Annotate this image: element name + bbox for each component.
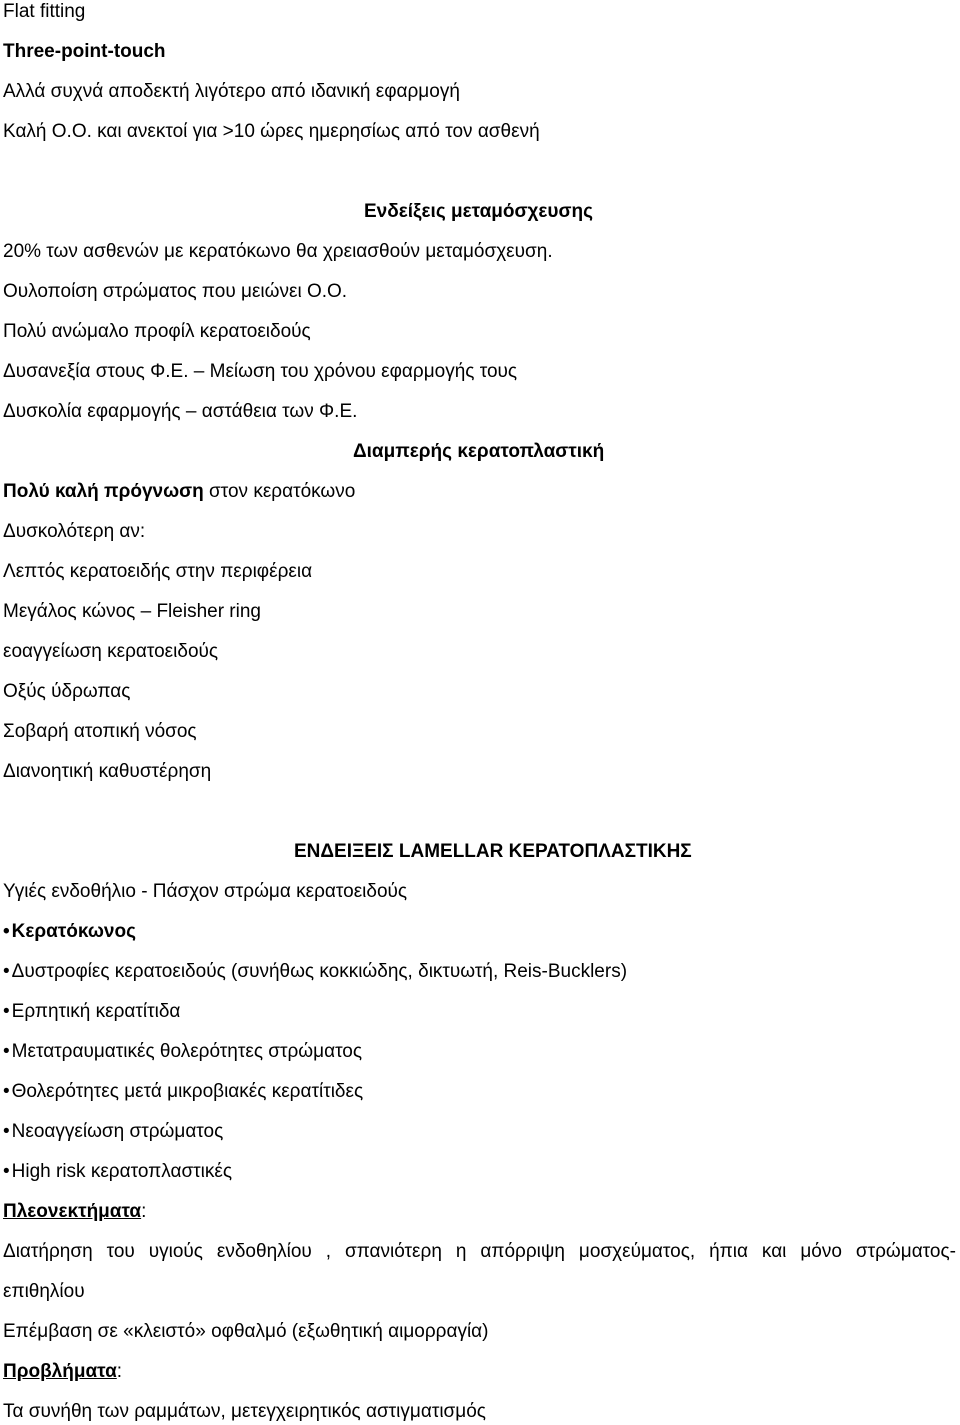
text-line-bold: Three-point-touch xyxy=(3,41,166,62)
text-line: Υγιές ενδοθήλιο - Πάσχον στρώμα κερατοειδούς xyxy=(3,881,408,902)
advantages-line-1 xyxy=(3,1240,956,1264)
problems-heading-line xyxy=(3,1360,122,1384)
bullet-item: • High risk κερατοπλαστικές xyxy=(3,1160,232,1184)
prognosis-rest: στον κερατόκωνο xyxy=(203,481,356,502)
advantage-word: Διατήρηση xyxy=(3,1241,93,1262)
advantage-word: μόνο xyxy=(800,1241,842,1262)
text-line: Δυσκολότερη αν: xyxy=(3,521,146,542)
bullet-item: • Θολερότητες μετά μικροβιακές κερατίτιδες xyxy=(3,1080,363,1104)
text-line: Πολύ ανώμαλο προφίλ κερατοειδούς xyxy=(3,321,311,342)
text-line: Ουλοποίση στρώματος που μειώνει Ο.Ο. xyxy=(3,281,348,302)
section-heading: Ενδείξεις μεταμόσχευσης xyxy=(364,201,593,222)
advantage-word: ήπια xyxy=(709,1241,748,1262)
advantage-word: υγιούς xyxy=(148,1241,203,1262)
bullet-item: • Νεοαγγείωση στρώματος xyxy=(3,1120,223,1144)
text-line: επιθηλίου xyxy=(3,1281,85,1302)
section-heading: Διαμπερής κερατοπλαστική xyxy=(353,441,605,462)
text-line: Σοβαρή ατοπική νόσος xyxy=(3,721,197,742)
advantage-word: του xyxy=(106,1241,135,1262)
text-line: Επέμβαση σε «κλειστό» οφθαλμό (εξωθητική αιμορραγία) xyxy=(3,1321,489,1342)
text-line: Δυσανεξία στους Φ.Ε. – Μείωση του χρόνου εφαρμογής τους xyxy=(3,361,518,382)
text-line: Διανοητική καθυστέρηση xyxy=(3,761,212,782)
bullet-item-bold: • Κερατόκωνος xyxy=(3,920,136,944)
text-line: Τα συνήθη των ραμμάτων, μετεγχειρητικός αστιγματισμός xyxy=(3,1401,486,1422)
problems-colon: : xyxy=(116,1361,123,1382)
advantage-word: στρώματος- xyxy=(855,1241,956,1262)
prognosis-bold: Πολύ καλή πρόγνωση xyxy=(3,481,204,502)
text-line: Flat fitting xyxy=(3,1,86,22)
text-line: Οξύς ύδρωπας xyxy=(3,681,131,702)
section-heading: ΕΝΔΕΙΞΕΙΣ LAMELLAR ΚΕΡΑΤΟΠΛΑΣΤΙΚΗΣ xyxy=(294,841,692,862)
text-line: 20% των ασθενών με κερατόκωνο θα χρειασθούν μεταμόσχευση. xyxy=(3,241,553,262)
text-line: Καλή Ο.Ο. και ανεκτοί για >10 ώρες ημερησίως από τον ασθενή xyxy=(3,121,540,142)
advantage-word: ενδοθηλίου xyxy=(216,1241,312,1262)
bullet-item: • Ερπητική κερατίτιδα xyxy=(3,1000,180,1024)
advantage-word: , xyxy=(325,1241,332,1262)
bullet-item: • Δυστροφίες κερατοειδούς (συνήθως κοκκιώδης, δικτυωτή, Reis-Bucklers) xyxy=(3,960,627,984)
advantages-heading-line xyxy=(3,1200,146,1224)
advantage-word: μοσχεύματος, xyxy=(578,1241,696,1262)
text-line: Μεγάλος κώνος – Fleisher ring xyxy=(3,601,261,622)
text-line: Λεπτός κερατοειδής στην περιφέρεια xyxy=(3,561,313,582)
advantage-word: η xyxy=(455,1241,467,1262)
advantage-word: και xyxy=(761,1241,787,1262)
advantages-label: Πλεονεκτήματα xyxy=(3,1201,142,1222)
text-line: εοαγγείωση κερατοειδούς xyxy=(3,641,219,662)
advantage-word: σπανιότερη xyxy=(344,1241,442,1262)
advantage-word: απόρριψη xyxy=(480,1241,565,1262)
problems-label: Προβλήματα xyxy=(3,1361,117,1382)
text-line: Αλλά συχνά αποδεκτή λιγότερο από ιδανική εφαρμογή xyxy=(3,81,460,102)
advantages-colon: : xyxy=(141,1201,147,1222)
text-line: Δυσκολία εφαρμογής – αστάθεια των Φ.Ε. xyxy=(3,401,358,422)
bullet-item: • Μετατραυματικές θολερότητες στρώματος xyxy=(3,1040,362,1064)
prognosis-line xyxy=(3,480,355,504)
